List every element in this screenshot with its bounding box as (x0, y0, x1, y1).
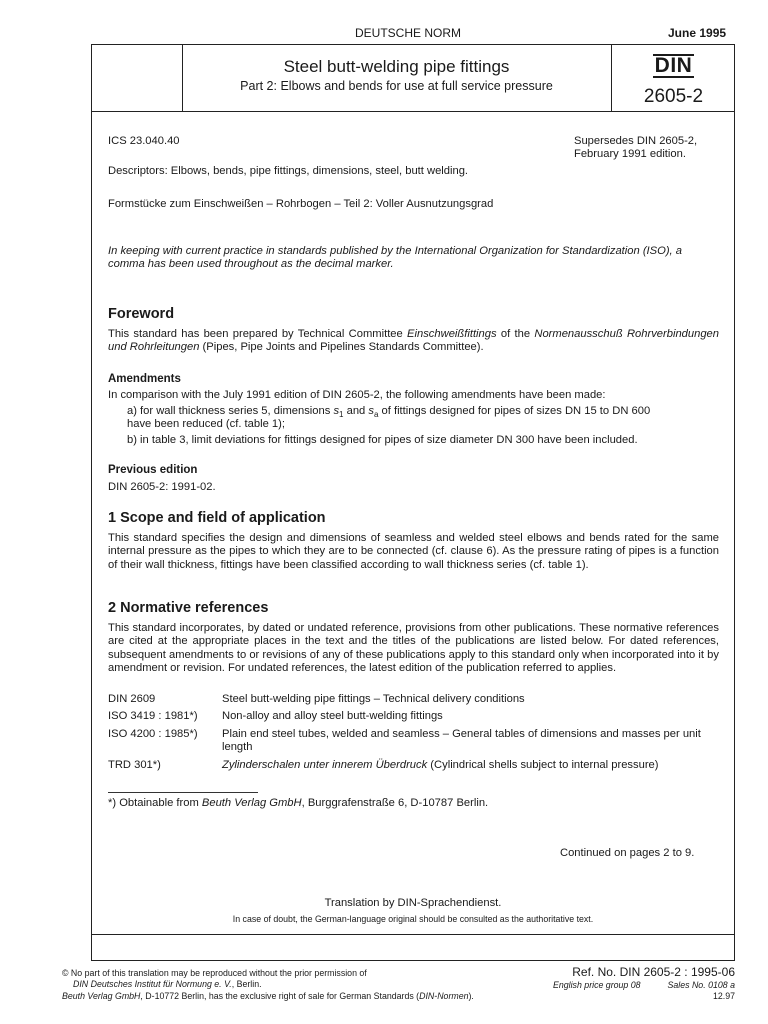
sales-number: Sales No. 0108 a (667, 980, 735, 990)
amendment-a-line-2: have been reduced (cf. table 1); (127, 418, 285, 430)
supersedes-line-1: Supersedes DIN 2605-2, (574, 135, 698, 147)
exclusive-sale-note: Beuth Verlag GmbH, D-10772 Berlin, has the exclusive right of sale for German Standards (DIN-Normen). (62, 991, 474, 1001)
ref-code-trd-301: TRD 301*) (108, 759, 161, 771)
reference-number: Ref. No. DIN 2605-2 : 1995-06 (572, 965, 735, 979)
footnote-text: *) Obtainable from Beuth Verlag GmbH, Burggrafenstraße 6, D-10787 Berlin. (108, 797, 489, 809)
iso-decimal-note: In keeping with current practice in standards published by the International Organization for Standardization (ISO), a comma has been used throughout as the decimal marker. (108, 245, 682, 271)
previous-edition-text: DIN 2605-2: 1991-02. (108, 481, 216, 493)
footnote-rule (108, 792, 258, 793)
ref-code-iso-3419: ISO 3419 : 1981*) (108, 710, 198, 722)
normative-references-heading: 2 Normative references (108, 600, 269, 616)
normative-references-text: This standard incorporates, by dated or undated reference, provisions from other publications. These normative references are cited at the appropriate places in the text and the titles of the publications are listed below. For dated references, subsequent amendments to or revisions of any of these publications apply to this standard only when incorporated into it by amendment or revision. For undated references, the latest edition of the publication referred to applies. (108, 622, 719, 675)
din-logo: DIN (654, 54, 693, 77)
authoritative-text-note: In case of doubt, the German-language original should be consulted as the authoritative text. (232, 914, 594, 924)
amendments-heading: Amendments (108, 373, 181, 385)
footer-top-rule (91, 934, 735, 935)
supersedes-line-2: February 1991 edition. (574, 148, 686, 160)
amendment-a-line-1: a) for wall thickness series 5, dimensions $s_1$ and $s_a$ of fittings designed for pipes of sizes DN 15 to DN 600 (127, 405, 651, 420)
continued-note: Continued on pages 2 to 9. (560, 847, 695, 859)
foreword-heading: Foreword (108, 306, 175, 322)
ref-title-din-2609: Steel butt-welding pipe fittings – Technical delivery conditions (222, 693, 525, 705)
previous-edition-heading: Previous edition (108, 464, 198, 476)
ref-code-din-2609: DIN 2609 (108, 693, 156, 705)
publication-date: June 1995 (668, 26, 727, 40)
descriptors: Descriptors: Elbows, bends, pipe fittings, dimensions, steel, butt welding. (108, 165, 469, 177)
ics-code: ICS 23.040.40 (108, 135, 180, 147)
date-code: 12.97 (712, 991, 735, 1001)
scope-heading: 1 Scope and field of application (108, 510, 326, 526)
foreword-text: This standard has been prepared by Technical Committee Einschweißfittings of the Normenausschuß Rohrverbindungen und Rohrleitungen (Pipes, Pipe Joints and Pipelines Standards Committee). (108, 328, 719, 354)
scope-text: This standard specifies the design and dimensions of seamless and welded steel elbows and bends rated for the same internal pressure as the pipes to which they are to be connected (cf. clause 6). As the pressure rating of pipes is a function of their wall thickness, fittings have been classified according to wall thickness series (cf. table 1). (108, 532, 719, 571)
ref-title-trd-301: Zylinderschalen unter innerem Überdruck (Cylindrical shells subject to internal pressure) (222, 759, 659, 771)
price-group: English price group 08 (553, 980, 641, 990)
header-bottom-rule (91, 111, 735, 112)
page-frame (91, 44, 735, 961)
copyright-line-1: © No part of this translation may be reproduced without the prior permission of (62, 968, 367, 978)
document-subtitle: Part 2: Elbows and bends for use at full service pressure (240, 79, 553, 93)
header-divider-left (182, 44, 183, 111)
ref-title-iso-3419: Non-alloy and alloy steel butt-welding fittings (222, 710, 443, 722)
german-title: Formstücke zum Einschweißen – Rohrbogen – Teil 2: Voller Ausnutzungsgrad (108, 198, 494, 210)
amendment-b: b) in table 3, limit deviations for fittings designed for pipes of size diameter DN 300 have been included. (127, 434, 638, 446)
ref-title-iso-4200: Plain end steel tubes, welded and seamless – General tables of dimensions and masses per unit length (222, 728, 701, 754)
copyright-line-2: DIN Deutsches Institut für Normung e. V., Berlin. (73, 979, 262, 989)
ref-code-iso-4200: ISO 4200 : 1985*) (108, 728, 198, 740)
amendments-intro: In comparison with the July 1991 edition of DIN 2605-2, the following amendments have been made: (108, 389, 606, 401)
din-number: 2605-2 (643, 86, 704, 107)
document-title: Steel butt-welding pipe fittings (283, 57, 510, 76)
norm-label: DEUTSCHE NORM (355, 26, 462, 40)
translation-credit: Translation by DIN-Sprachendienst. (324, 897, 502, 909)
